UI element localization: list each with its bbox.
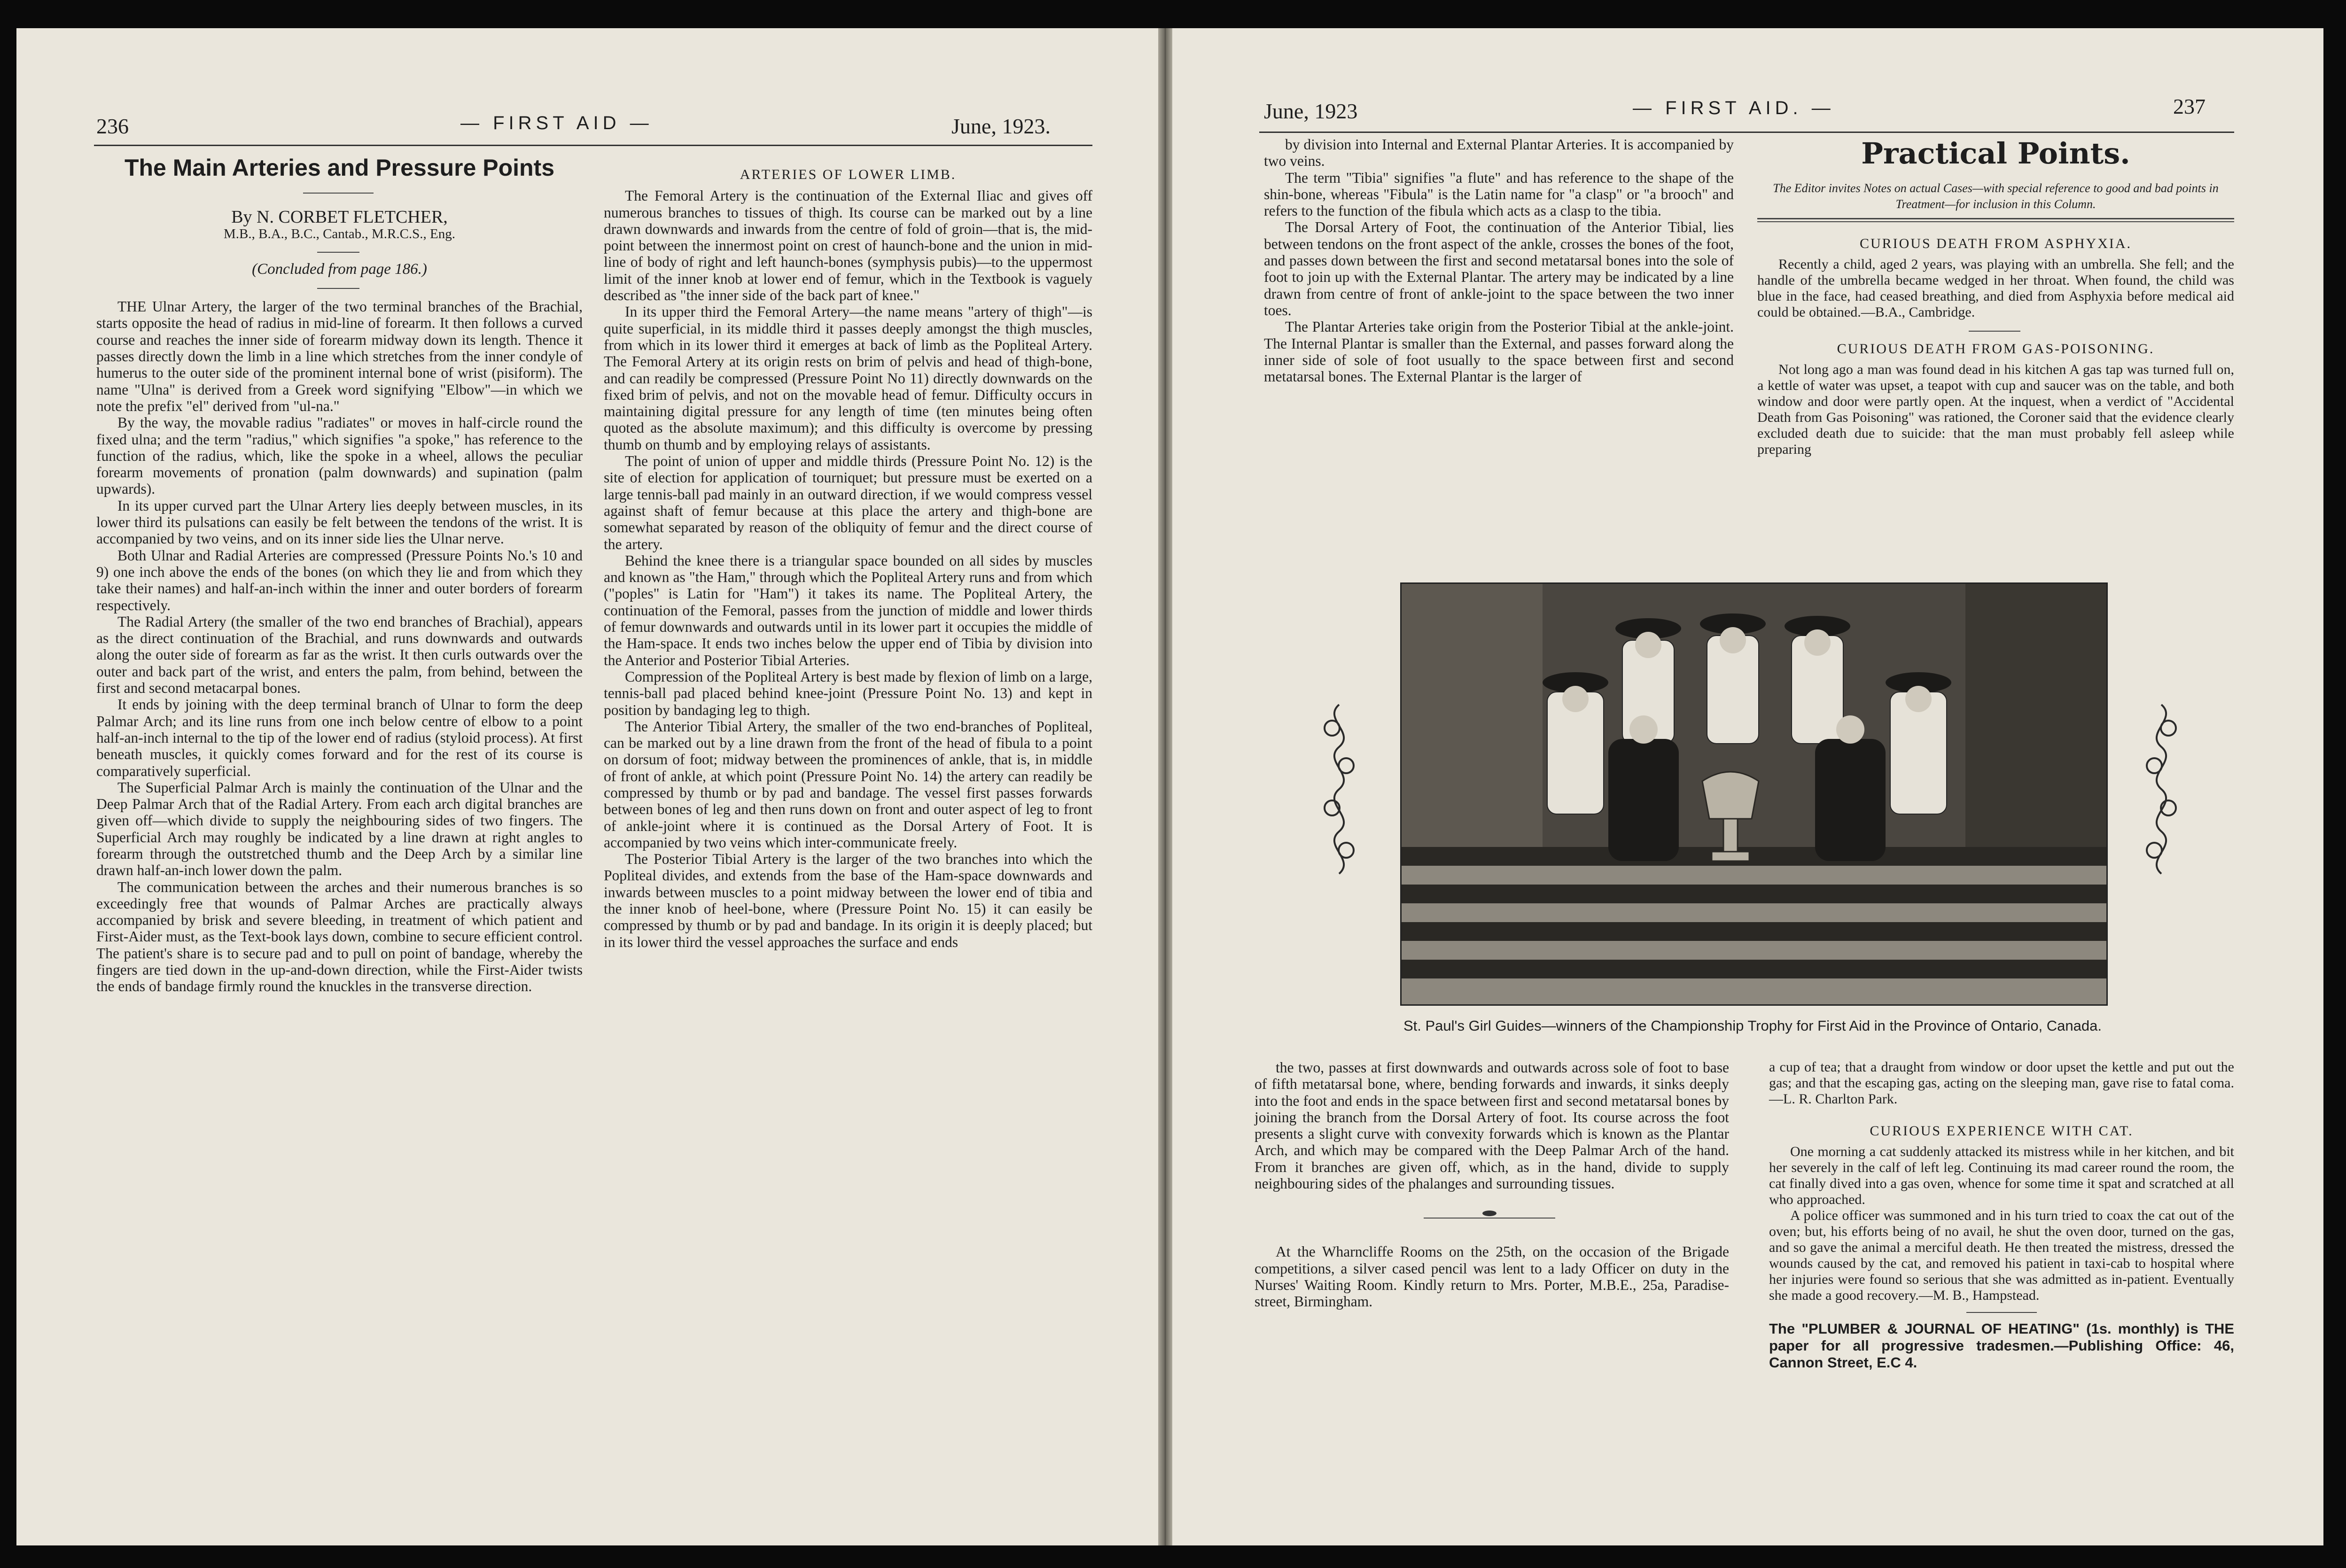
article-paragraph: The Posterior Tibial Artery is the larger of the two branches into which the Popliteal divides, and extends from the base of the Ham-space downwards and inwards between muscles to a point midway between the lower end of tibia and the inner knob of heel-bone, where (Pressure Point No. 15) it can easily be compressed by thumb or by pad and bandage. In its origin it is deeply placed; but in its lower third the vessel approaches the surface and ends — [604, 851, 1092, 950]
lower-limb-heading: ARTERIES OF LOWER LIMB. — [740, 167, 957, 182]
practical-points-column — [1757, 136, 2234, 458]
scroll-ornament-left — [1313, 700, 1365, 878]
plumber-advert: The "PLUMBER & JOURNAL OF HEATING" (1s. monthly) is THE paper for all progressive tradesmen.—Publishing Office: 46, Cannon Street, E.C 4. — [1769, 1320, 2234, 1371]
right-lower-column-2 — [1769, 1059, 2234, 1371]
article-paragraph: by division into Internal and External Plantar Arteries. It is accompanied by two veins. — [1264, 136, 1734, 170]
article-paragraph: The Anterior Tibial Artery, the smaller of the two end-branches of Popliteal, can be marked out by a line drawn from the front of the head of fibula to a point on dorsum of foot; midway between the prominences of ankle, that is, in middle of front of ankle, at which point (Pressure Point No. 14) the artery can readily be compressed by thumb or by pad and bandage. The vessel first passes forwards between bones of leg and then runs down on front and outer aspect of leg to front of ankle-joint where it is continued as the Dorsal Artery of Foot. It is accompanied by two veins which inter-communicate freely. — [604, 718, 1092, 851]
article-paragraph: Behind the knee there is a triangular space bounded on all sides by muscles and known as "the Ham," through which the Popliteal Artery runs and from which ("poples" is Latin for "Ham") it takes its name. The Popliteal Artery, the continuation of the Femoral, passes from the junction of middle and lower thirds of femur downwards and outwards until in its lower part it occupies the middle of the Ham-space. It ends two inches below the upper end of Tibia by division into the Anterior and Posterior Tibial Arteries. — [604, 552, 1092, 668]
asphyxia-heading: CURIOUS DEATH FROM ASPHYXIA. — [1859, 236, 2132, 251]
article-paragraph: The point of union of upper and middle thirds (Pressure Point No. 12) is the site of election for application of tourniquet; but pressure must be exerted on a large tennis-ball pad mainly in an outward direction, if we would compress vessel against shaft of femur because at this place the artery and thigh-bone are somewhat separated by reason of the obliquity of femur and the direct course of the artery. — [604, 453, 1092, 552]
cat-paragraph: One morning a cat suddenly attacked its mistress while in her kitchen, and bit her severely in the calf of left leg. Continuing its mad career round the room, the cat finally dived into a gas oven, whence for some time it spat and scratched at all who approached. — [1769, 1144, 2234, 1207]
asphyxia-text: Recently a child, aged 2 years, was playing with an umbrella. She fell; and the handle of the umbrella became wedged in her throat. When found, the child was blue in the face, had ceased breathing, and died from Asphyxia before medical aid could be obtained.—B.A., Cambridge. — [1757, 256, 2234, 320]
practical-points-title: Practical Points. — [1861, 136, 2130, 171]
right-date: June, 1923 — [1264, 99, 1358, 123]
article-paragraph: The Radial Artery (the smaller of the two end branches of Brachial), appears as the direct continuation of the Brachial, and runs downwards and outwards along the outer side of forearm as far as the wrist. It then curls outwards over the outer and back part of the wrist, and enters the palm, from behind, between the first and second metacarpal bones. — [96, 613, 583, 697]
gas-poisoning-continuation: a cup of tea; that a draught from window or door upset the kettle and put out the gas; and that the escaping gas, acting on the sleeping man, gave rise to fatal coma.—L. R. Charlton Park. — [1769, 1059, 2234, 1107]
article-paragraph: The term "Tibia" signifies "a flute" and has reference to the shape of the shin-bone, whereas "Fibula" is the Latin name for "a clasp" or "a brooch" and refers to the function of the fibula which acts as a clasp to the tibia. — [1264, 169, 1734, 219]
article-body-col2 — [604, 187, 1092, 950]
article-paragraph: By the way, the movable radius "radiates" or moves in half-circle round the fixed ulna; and the term "radius," which signifies "a spoke," has reference to the function of the radius, which, like the spoke in a wheel, allows the peculiar forearm movements of pronation (palm downwards) and supination (palm upwards). — [96, 414, 583, 497]
article-title: The Main Arteries and Pressure Points — [124, 155, 555, 181]
article-paragraph: THE Ulnar Artery, the larger of the two terminal branches of the Brachial, starts opposite the head of radius in mid-line of forearm. It then follows a curved course and reaches the inner side of forearm midway down its length. Thence it passes directly down the limb in a line which stretches from the inner condyle of humerus to the outer side of the prominent internal bone of wrist (pisiform). The name "Ulna" is derived from a Greek word signifying "Elbow"—in which we note the prefix "el" derived from "ul-na." — [96, 298, 583, 414]
right-lower-column-1 — [1255, 1059, 1729, 1310]
left-column-1 — [96, 155, 583, 995]
article-continuation — [1264, 136, 1734, 385]
left-date: June, 1923. — [951, 114, 1051, 138]
article-paragraph: Both Ulnar and Radial Arteries are compressed (Pressure Points No.'s 10 and 9) one inch above the ends of the bones (on which they lie and from which they take their names) and half-an-inch within the inner and outer borders of forearm respectively. — [96, 547, 583, 613]
left-page-number: 236 — [96, 114, 129, 138]
article-paragraph: The communication between the arches and their numerous branches is so exceedingly free that wounds of Palmar Arches are practically always accompanied by brisk and severe bleeding, in treatment of which patient and First-Aider must, as the Text-book lays down, combine to secure efficient control. The patient's share is to secure pad and to pull on point of bandage, whereby the fingers are tied down in the up-and-down direction, while the First-Aider twists the ends of bandage firmly round the knuckles in the transverse direction. — [96, 878, 583, 995]
article-paragraph: The Dorsal Artery of Foot, the continuation of the Anterior Tibial, lies between tendons on the front aspect of the ankle, crosses the bones of the foot, and passes down between the first and second metatarsal bones into the sole of foot to join up with the External Plantar. The artery may be indicated by a line drawn from centre of front of ankle-joint to the space between the two inner toes. — [1264, 219, 1734, 318]
cat-paragraph: A police officer was summoned and in his turn tried to coax the cat out of the oven; but, his efforts being of no avail, he shut the oven door, turned on the gas, and so gave the animal a merciful death. He then treated the mistress, dressed the wounds caused by the cat, and removed his patient in taxi-cab to hospital where her injuries were found so serious that she was admitted as in-patient. Eventually she made a good recovery.—M. B., Hampstead. — [1769, 1208, 2234, 1303]
article-paragraph: In its upper curved part the Ulnar Artery lies deeply between muscles, in its lower third its pulsations can easily be felt between the tendons of the wrist. It is accompanied by two veins, and on its inner side lies the Ulnar nerve. — [96, 497, 583, 547]
cat-experience-heading: CURIOUS EXPERIENCE WITH CAT. — [1870, 1123, 2134, 1139]
photo-illustration — [1402, 584, 2106, 1004]
article-degrees: M.B., B.A., B.C., Cantab., M.R.C.S., Eng. — [223, 226, 456, 241]
continued-note: (Concluded from page 186.) — [252, 260, 427, 278]
wharncliffe-notice: At the Wharncliffe Rooms on the 25th, on the occasion of the Brigade competitions, a silver cased pencil was lent to a lady Officer on duty in the Nurses' Waiting Room. Kindly return to Mrs. Porter, M.B.E., 25a, Paradise-street, Birmingham. — [1255, 1243, 1729, 1310]
scroll-ornament-right — [2136, 700, 2187, 878]
girl-guides-photo — [1400, 582, 2108, 1006]
left-page — [16, 28, 1158, 1545]
gas-poisoning-heading: CURIOUS DEATH FROM GAS-POISONING. — [1837, 341, 2155, 357]
article-paragraph: Compression of the Popliteal Artery is best made by flexion of limb on a large, tennis-ball pad placed behind knee-joint (Pressure Point No. 13) and kept in position by bandaging leg to thigh. — [604, 668, 1092, 718]
left-column-2 — [604, 164, 1092, 950]
right-page — [1172, 28, 2323, 1545]
book-gutter — [1158, 28, 1172, 1545]
article-paragraph: It ends by joining with the deep terminal branch of Ulnar to form the deep Palmar Arch; and its line runs from one inch below centre of elbow to a point half-an-inch internal to the tip of the lower end of radius (styloid process). At first beneath muscles, it quickly comes forward and for the rest of its course is comparatively superficial. — [96, 696, 583, 779]
article-byline: By N. CORBET FLETCHER, — [231, 207, 448, 227]
left-running-title: — FIRST AID — — [460, 113, 653, 133]
gas-poisoning-text: Not long ago a man was found dead in his kitchen A gas tap was turned full on, a kettle of water was upset, a teapot with cup and saucer was on the table, and both window and door were partly open. At the inquest, when a verdict of "Accidental Death from Gas Poisoning" was rationed, the Coroner said that the evidence clearly excluded death due to suicide: that the man must probably fell asleep while preparing — [1757, 362, 2234, 457]
plantar-arch-text — [1255, 1059, 1729, 1192]
article-paragraph: In its upper third the Femoral Artery—the name means "artery of thigh"—is quite superficial, in its middle third it passes deeply amongst the thigh muscles, from which in its lower third it emerges at back of limb as the Popliteal Artery. The Femoral Artery at its origin rests on brim of pelvis and head of thigh-bone, and can readily be compressed (Pressure Point No 11) directly downwards on the fixed brim of pelvis, and not on the movable head of femur. Difficulty occurs in maintaining digital pressure for any length of time (ten minutes being often quoted as the absolute maximum); and this difficulty is overcome by pressing thumb on thumb and by employing relays of assistants. — [604, 303, 1092, 453]
small-divider — [1255, 1192, 1729, 1243]
editor-note: The Editor invites Notes on actual Cases—with special reference to good and bad points in Treatment—for inclusion in this Column. — [1773, 181, 2219, 211]
right-column-1 — [1264, 136, 1734, 385]
article-paragraph: The Plantar Arteries take origin from the Posterior Tibial at the ankle-joint. The Internal Plantar is smaller than the External, and passes forward along the inner side of sole of foot usually to the space between first and second metatarsal bones. The External Plantar is the larger of — [1264, 318, 1734, 385]
header-rule — [94, 145, 1092, 146]
article-paragraph: The Femoral Artery is the continuation of the External Iliac and gives off numerous branches to tissues of thigh. Its course can be marked out by a line drawn downwards and inwards from the centre of fold of groin—that is, the mid-point between the innermost point on crest of haunch-bone and the union in mid-line of body of right and left haunch-bones (symphysis pubis)—to the uppermost limit of the inner knob at lower end of femur, which in the Textbook is vaguely described as "the inner side of the back part of knee." — [604, 187, 1092, 304]
article-paragraph: the two, passes at first downwards and outwards across sole of foot to base of fifth metatarsal bone, where, bending forwards and inwards, it sinks deeply into the foot and ends in the space between first and second metatarsal bones by joining the branch from the Dorsal Artery of foot. Its course across the foot presents a slight curve with convexity forwards which is known as the Plantar Arch, and which may be compared with the Deep Palmar Arch of the hand. From it branches are given off, which, as in the hand, divide to supply neighbouring sides of the phalanges and surrounding tissues. — [1255, 1059, 1729, 1192]
cat-experience-text — [1769, 1144, 2234, 1304]
photo-caption: St. Paul's Girl Guides—winners of the Championship Trophy for First Aid in the Province of Ontario, Canada. — [1403, 1017, 2102, 1034]
right-page-number: 237 — [2173, 94, 2206, 118]
article-paragraph: The Superficial Palmar Arch is mainly the continuation of the Ulnar and the Deep Palmar Arch that of the Radial Artery. From each arch digital branches are given off—which divide to supply the neighbouring sides of two fingers. The Superficial Arch may roughly be indicated by a line drawn at right angles to forearm through the outstretched thumb and the Deep Arch by a similar line drawn half-an-inch lower down the palm. — [96, 779, 583, 879]
header-rule — [1259, 132, 2234, 133]
right-running-title: — FIRST AID. — — [1633, 98, 1835, 118]
article-body-col1 — [96, 298, 583, 994]
